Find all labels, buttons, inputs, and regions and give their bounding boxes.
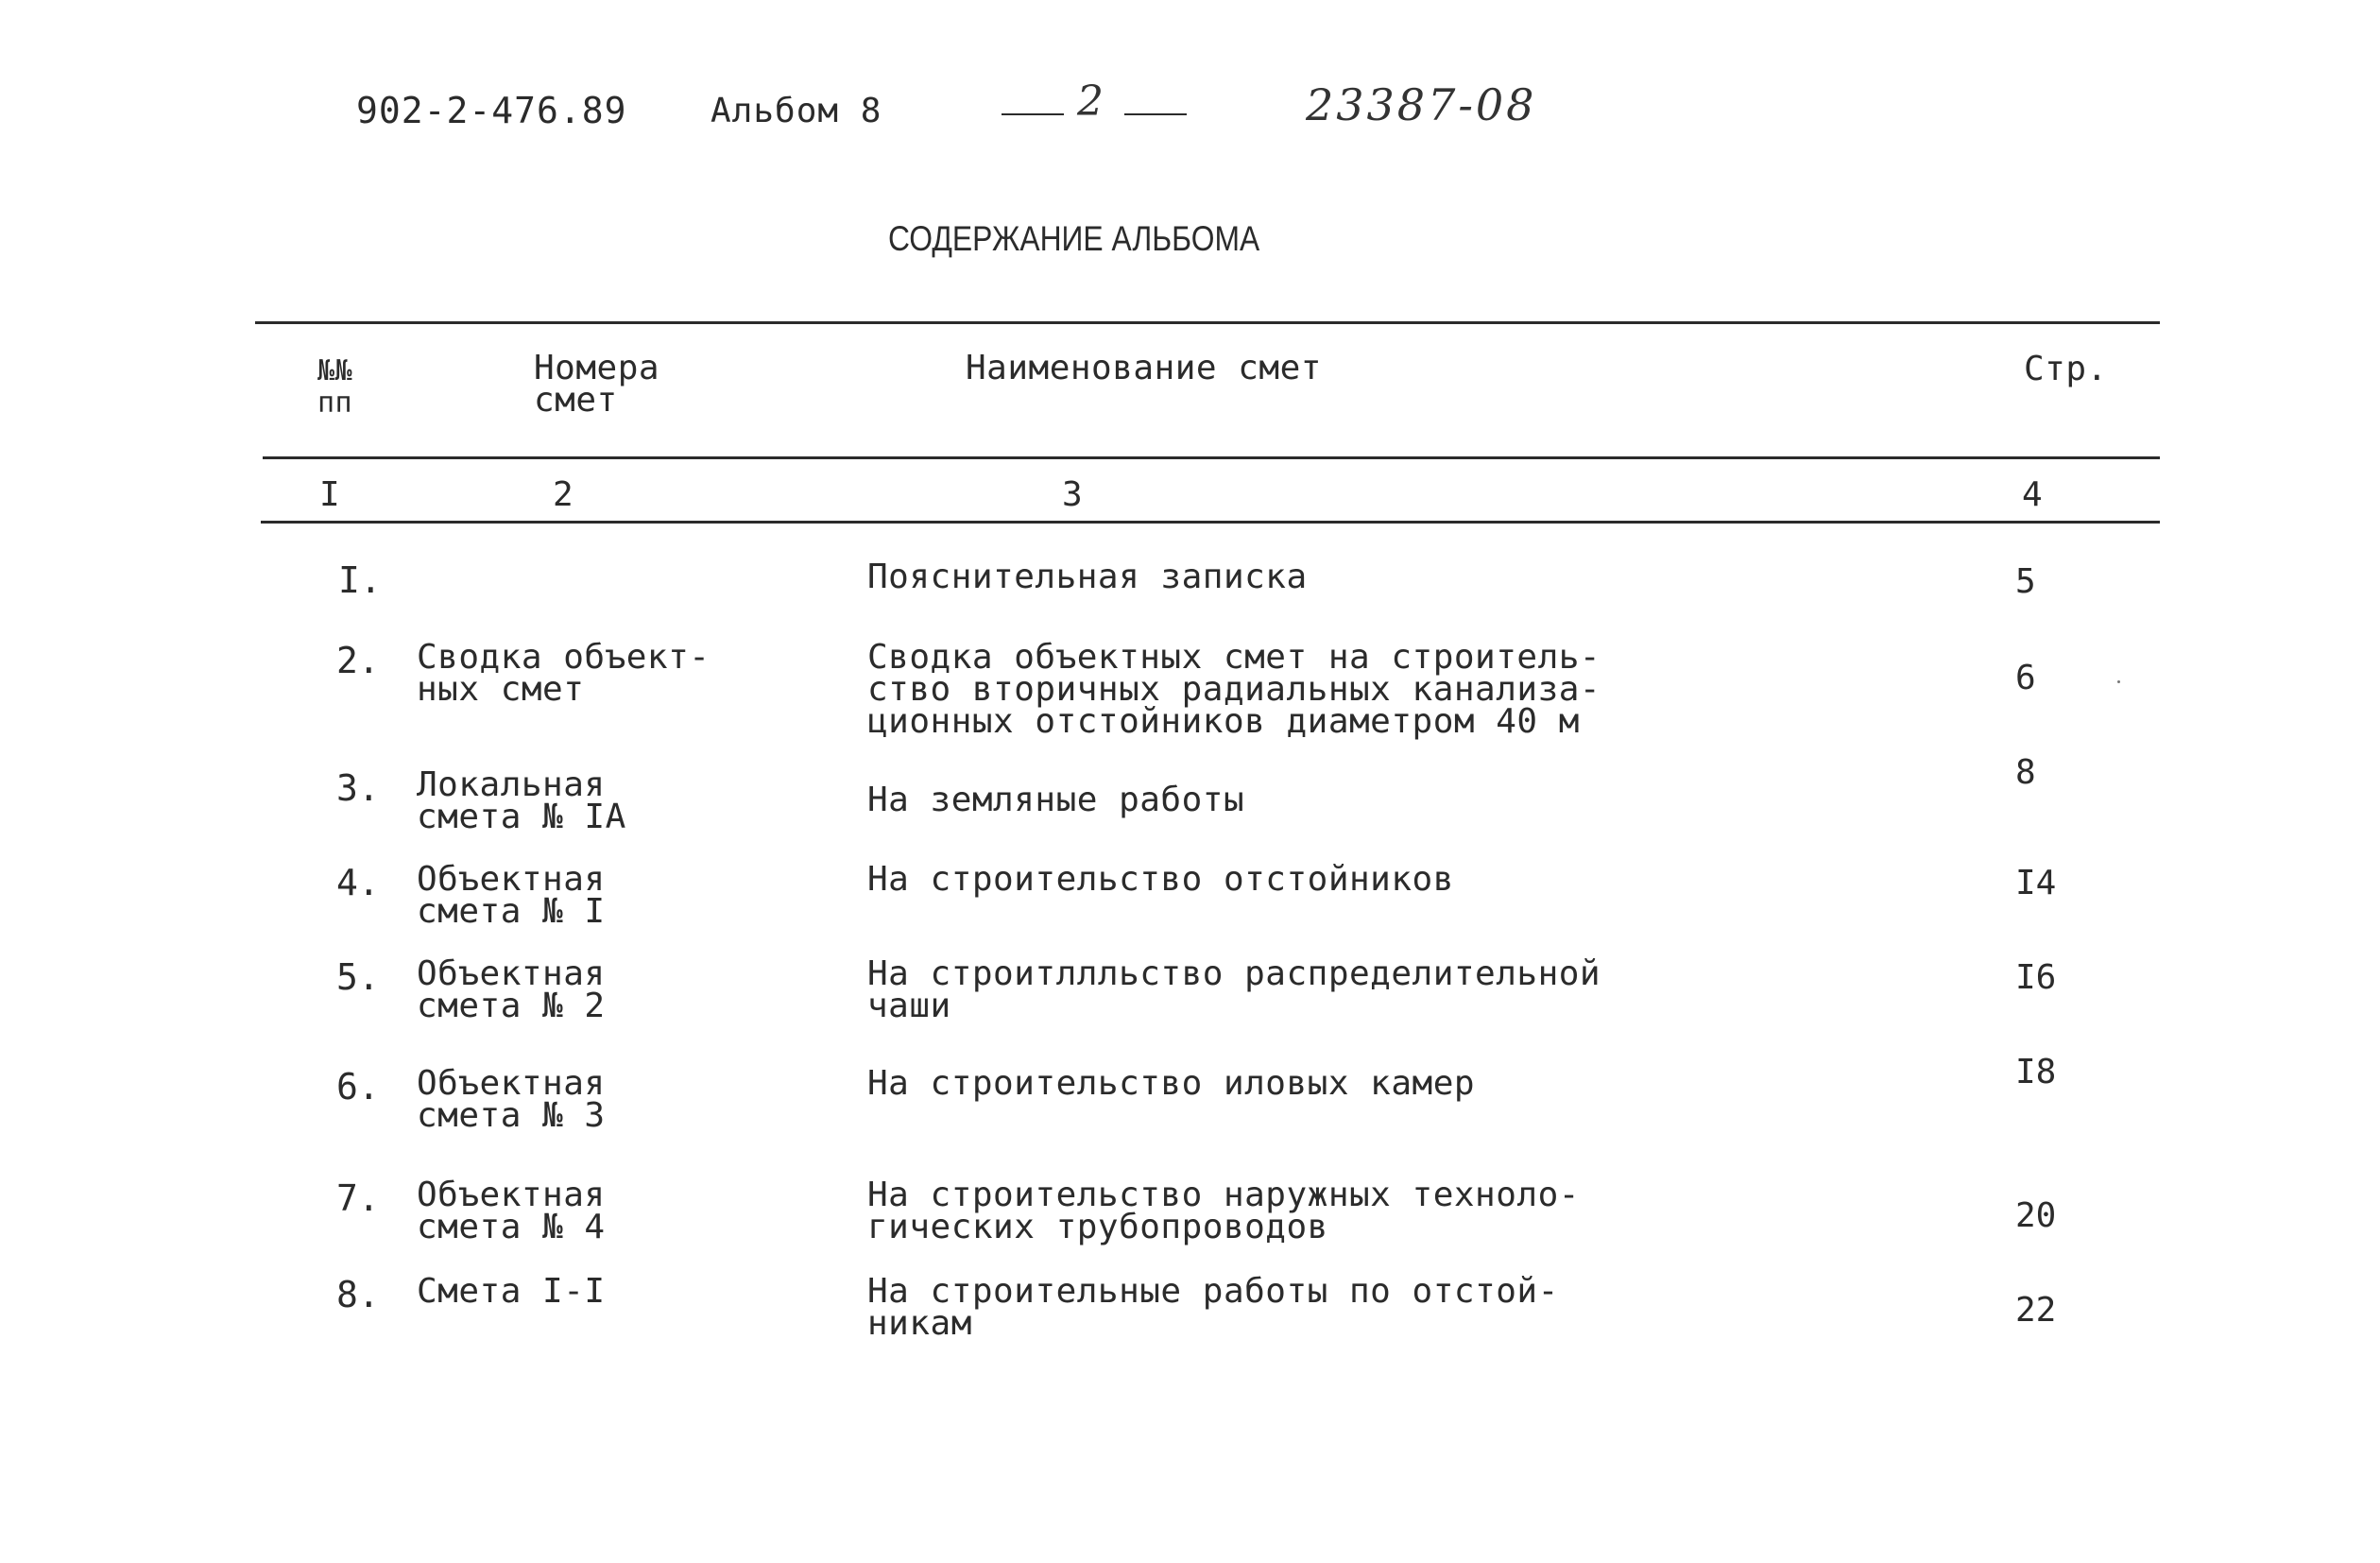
row-estimate-line: Объектная xyxy=(417,1064,606,1103)
row-number: 7. xyxy=(336,1177,380,1219)
row-number: 6. xyxy=(336,1066,380,1108)
row-name-line: На строительство иловых камер xyxy=(867,1064,1476,1103)
row-estimate-number xyxy=(417,638,711,709)
row-estimate-number xyxy=(417,1272,606,1311)
column-header-page: Стр. xyxy=(2024,350,2108,388)
row-name-line: На земляные работы xyxy=(867,781,1245,819)
row-estimate-line: смета № IA xyxy=(417,798,626,836)
row-estimate-name xyxy=(867,638,1601,741)
row-estimate-line: смета № 2 xyxy=(417,987,606,1025)
row-page: I8 xyxy=(2015,1053,2057,1091)
row-number: 5. xyxy=(336,956,380,998)
row-estimate-name xyxy=(867,1176,1580,1246)
row-number: 8. xyxy=(336,1274,380,1315)
document-code: 902-2-476.89 xyxy=(356,90,627,131)
row-name-line: гических трубопроводов xyxy=(867,1208,1328,1246)
row-estimate-number xyxy=(417,1176,606,1246)
row-estimate-name xyxy=(867,781,1245,819)
inventory-number: 23387-08 xyxy=(1306,79,1537,130)
column-header-number xyxy=(317,355,352,420)
row-estimate-number xyxy=(417,1064,606,1135)
row-estimate-line: Сводка объект- xyxy=(417,638,711,677)
scan-speck xyxy=(2117,680,2120,683)
row-estimate-name xyxy=(867,954,1601,1025)
row-name-line: Пояснительная записка xyxy=(867,558,1308,596)
column-header-estimate-line1: Номера xyxy=(534,349,660,387)
row-estimate-name xyxy=(867,1272,1559,1343)
row-estimate-number xyxy=(417,765,626,836)
row-page: 22 xyxy=(2015,1291,2057,1330)
row-name-line: На строительные работы по отстой- xyxy=(867,1272,1559,1311)
column-number-1: I xyxy=(319,475,341,514)
table-top-rule xyxy=(255,321,2160,324)
row-number: 2. xyxy=(336,640,380,681)
page-number: 2 xyxy=(1077,77,1106,126)
page-number-dash-left xyxy=(1002,113,1064,115)
column-number-4: 4 xyxy=(2022,475,2044,514)
album-label: Альбом 8 xyxy=(711,92,882,130)
row-name-line: На строительство наружных техноло- xyxy=(867,1176,1580,1214)
row-estimate-line: Локальная xyxy=(417,765,606,804)
row-number: I. xyxy=(338,559,382,601)
column-header-number-line1: №№ xyxy=(317,354,353,387)
column-header-estimate-name: Наименование смет xyxy=(966,349,1322,387)
row-name-line: никам xyxy=(867,1304,972,1343)
row-name-line: ство вторичных радиальных канализа- xyxy=(867,670,1601,709)
row-estimate-line: Объектная xyxy=(417,954,606,993)
column-header-number-line2: пп xyxy=(317,386,353,420)
row-page: 20 xyxy=(2015,1196,2057,1235)
row-estimate-name xyxy=(867,1064,1476,1103)
table-header-rule xyxy=(263,456,2160,459)
row-estimate-line: Объектная xyxy=(417,860,606,899)
row-estimate-line: Объектная xyxy=(417,1176,606,1214)
page-number-dash-right xyxy=(1124,113,1187,115)
row-number: 3. xyxy=(336,767,380,809)
column-number-3: 3 xyxy=(1062,475,1084,514)
row-page: 8 xyxy=(2015,753,2036,792)
row-page: I6 xyxy=(2015,958,2057,997)
row-estimate-line: смета № 4 xyxy=(417,1208,606,1246)
row-number: 4. xyxy=(336,862,380,903)
page-title: СОДЕРЖАНИЕ АЛЬБОМА xyxy=(888,219,1260,258)
row-page: I4 xyxy=(2015,864,2057,902)
row-estimate-line: смета № I xyxy=(417,892,606,931)
row-estimate-line: Смета I-I xyxy=(417,1272,606,1311)
row-name-line: Сводка объектных смет на строитель- xyxy=(867,638,1601,677)
row-name-line: На строитллльство распределительной xyxy=(867,954,1601,993)
row-name-line: чаши xyxy=(867,987,951,1025)
row-name-line: ционных отстойников диаметром 40 м xyxy=(867,702,1580,741)
row-estimate-line: ных смет xyxy=(417,670,585,709)
table-colnum-rule xyxy=(261,521,2160,524)
row-page: 5 xyxy=(2015,562,2036,601)
row-estimate-name xyxy=(867,860,1454,899)
row-estimate-number xyxy=(417,860,606,931)
column-header-estimate-number xyxy=(534,349,660,420)
column-header-estimate-line2: смет xyxy=(534,381,618,420)
column-number-2: 2 xyxy=(553,475,574,514)
row-name-line: На строительство отстойников xyxy=(867,860,1454,899)
row-estimate-name xyxy=(867,558,1308,596)
row-page: 6 xyxy=(2015,659,2036,697)
row-estimate-line: смета № 3 xyxy=(417,1096,606,1135)
row-estimate-number xyxy=(417,954,606,1025)
